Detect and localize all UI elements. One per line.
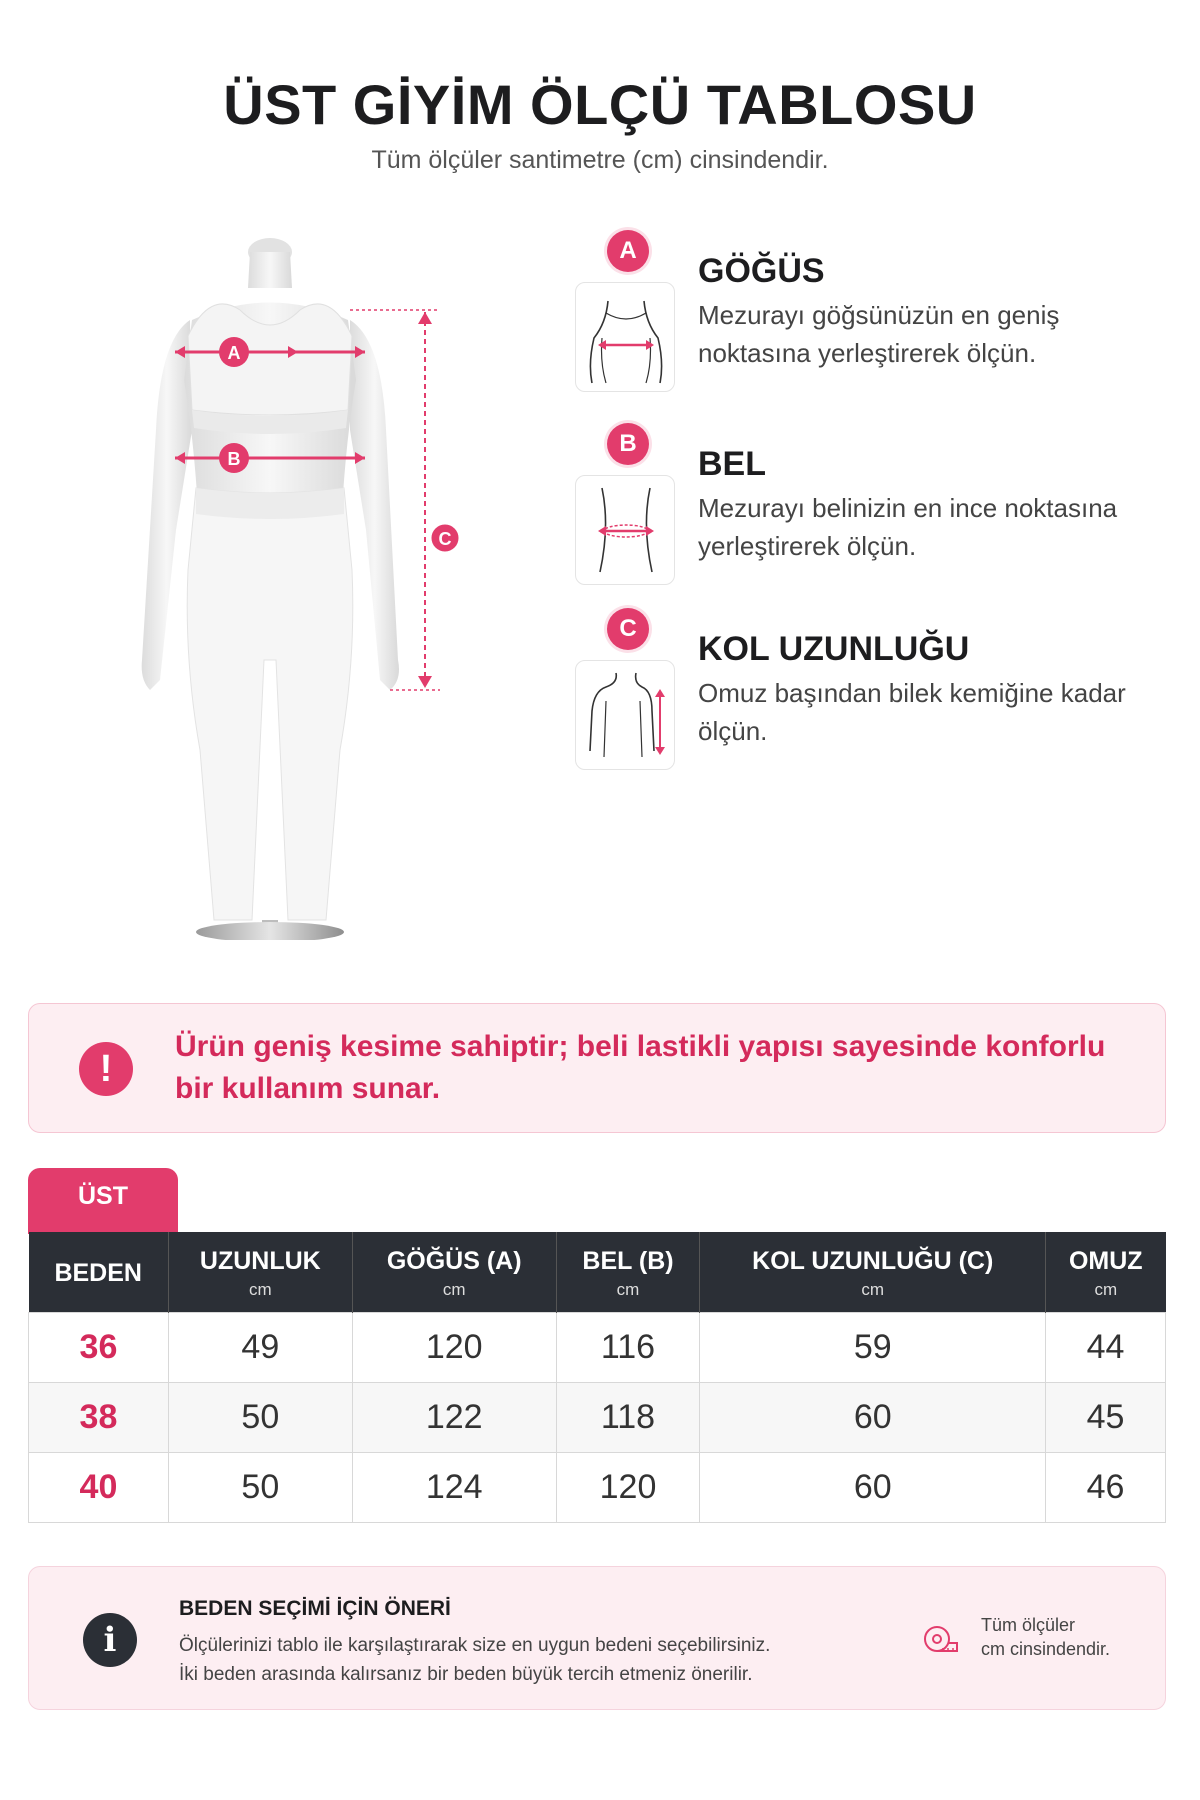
measure-item-chest xyxy=(575,230,1175,400)
header-uzunluk: UZUNLUK cm xyxy=(168,1232,352,1312)
measure-title: GÖĞÜS xyxy=(698,252,825,290)
fit-warning-banner xyxy=(28,1003,1166,1133)
figure-label-b: B xyxy=(227,449,241,469)
size-advice-box xyxy=(28,1566,1166,1710)
table-cell: 45 xyxy=(1046,1382,1166,1452)
fit-warning-text: Ürün geniş kesime sahiptir; beli lastikli yapısı sayesinde konforlu bir kullanım sunar. xyxy=(175,1030,1106,1105)
table-row xyxy=(29,1312,1166,1382)
measure-item-sleeve xyxy=(575,608,1175,778)
table-cell: 50 xyxy=(168,1452,352,1522)
measuring-tape-icon xyxy=(921,1621,961,1661)
page-title: ÜST GİYİM ÖLÇÜ TABLOSU xyxy=(223,73,977,136)
table-cell: 120 xyxy=(352,1312,556,1382)
header-bel: BEL (B) cm xyxy=(556,1232,700,1312)
exclamation-icon: ! xyxy=(79,1042,133,1096)
measure-badge: C xyxy=(607,608,649,650)
table-cell: 50 xyxy=(168,1382,352,1452)
figure-label-a: A xyxy=(227,343,241,363)
table-row xyxy=(29,1452,1166,1522)
table-cell: 60 xyxy=(700,1382,1046,1452)
table-cell: 122 xyxy=(352,1382,556,1452)
table-cell: 46 xyxy=(1046,1452,1166,1522)
table-cell: 49 xyxy=(168,1312,352,1382)
page-subtitle: Tüm ölçüler santimetre (cm) cinsindendir. xyxy=(371,146,829,174)
table-cell: 120 xyxy=(556,1452,700,1522)
header-omuz: OMUZ cm xyxy=(1046,1232,1166,1312)
table-cell: 44 xyxy=(1046,1312,1166,1382)
size-cell: 38 xyxy=(29,1382,169,1452)
size-cell: 36 xyxy=(29,1312,169,1382)
table-row xyxy=(29,1382,1166,1452)
table-header-row xyxy=(29,1232,1166,1312)
waist-icon xyxy=(575,475,675,585)
sleeve-icon xyxy=(575,660,675,770)
table-cell: 124 xyxy=(352,1452,556,1522)
measure-title: BEL xyxy=(698,445,766,483)
advice-note-line: Tüm ölçüler xyxy=(981,1615,1076,1635)
measure-title: KOL UZUNLUĞU xyxy=(698,630,970,668)
table-cell: 116 xyxy=(556,1312,700,1382)
measure-desc: Mezurayı göğsünüzün en geniş noktasına yerleştirerek ölçün. xyxy=(698,300,1060,368)
measure-desc: Omuz başından bilek kemiğine kadar ölçün. xyxy=(698,678,1126,746)
measure-badge: B xyxy=(607,423,649,465)
size-table xyxy=(28,1232,1166,1523)
measure-item-waist xyxy=(575,423,1175,593)
measure-desc: Mezurayı belinizin en ince noktasına yerleştirerek ölçün. xyxy=(698,493,1118,561)
advice-text xyxy=(179,1631,859,1689)
advice-line: Ölçülerinizi tablo ile karşılaştırarak size en uygun bedeni seçebilirsiniz. xyxy=(179,1635,771,1656)
table-cell: 59 xyxy=(700,1312,1046,1382)
header-gogus: GÖĞÜS (A) cm xyxy=(352,1232,556,1312)
info-icon: i xyxy=(83,1613,137,1667)
advice-note-line: cm cinsindendir. xyxy=(981,1639,1111,1659)
advice-title: BEDEN SEÇİMİ İÇİN ÖNERİ xyxy=(179,1597,451,1620)
mannequin-illustration xyxy=(120,230,500,940)
header-beden: BEDEN xyxy=(29,1232,169,1312)
header-kol-uzunlugu: KOL UZUNLUĞU (C) cm xyxy=(700,1232,1046,1312)
advice-line: İki beden arasında kalırsanız bir beden büyük tercih etmeniz önerilir. xyxy=(179,1664,753,1685)
advice-note xyxy=(981,1613,1151,1661)
measure-badge: A xyxy=(607,230,649,272)
figure-label-c: C xyxy=(438,529,452,549)
size-cell: 40 xyxy=(29,1452,169,1522)
tab-ust[interactable]: ÜST xyxy=(28,1168,178,1234)
table-cell: 118 xyxy=(556,1382,700,1452)
chest-icon xyxy=(575,282,675,392)
table-cell: 60 xyxy=(700,1452,1046,1522)
